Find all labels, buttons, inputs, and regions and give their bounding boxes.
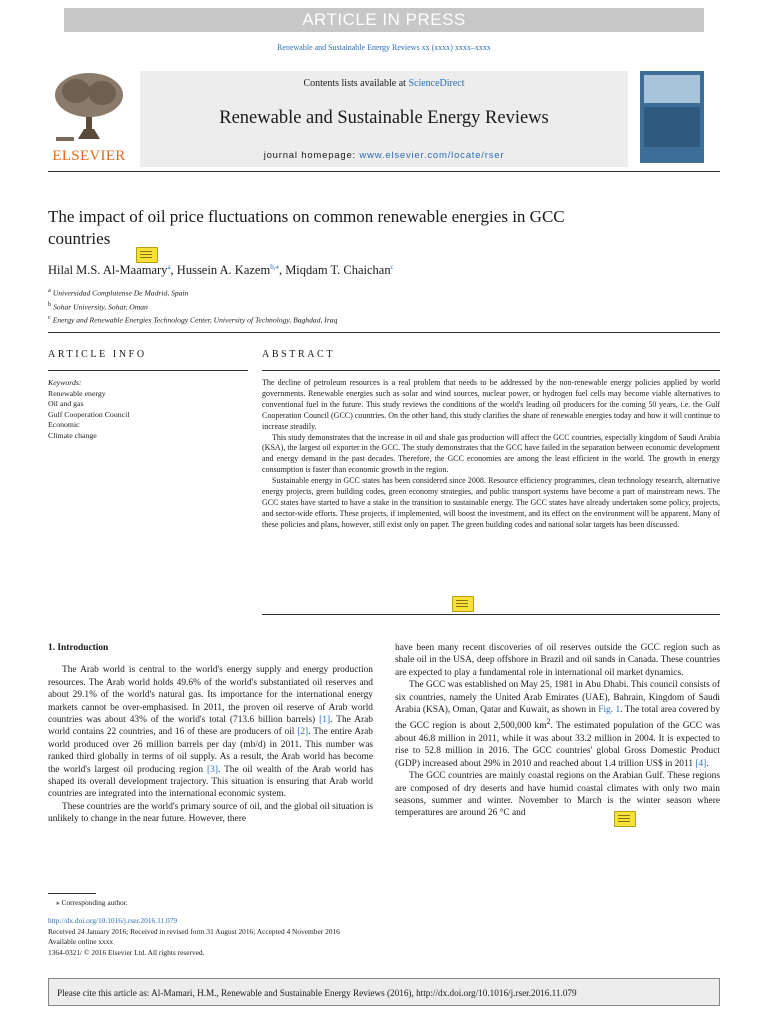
contents-prefix: Contents lists available at [303,78,409,89]
body-paragraph [48,664,373,800]
keyword: Gulf Cooperation Council [48,409,130,419]
article-title [48,206,648,250]
keyword: Climate change [48,430,97,440]
copyright: 1364-0321/ © 2016 Elsevier Ltd. All rights reserved. [48,947,205,957]
body-paragraph: These countries are the world's primary source of oil, and the global oil situation is unlikely to change in the near future. However, there [48,801,373,825]
text-run: . The total area covered by the GCC region is about 2,500,000 km [395,705,721,732]
homepage-link[interactable]: www.elsevier.com/locate/rser [359,150,505,161]
title-line-1: The impact of oil price fluctuations on common renewable energies in GCC [48,207,565,226]
body-left-column [48,642,373,826]
keyword: Oil and gas [48,399,84,408]
affiliation: Energy and Renewable Energies Technology Center, University of Technology, Baghdad, Iraq [52,315,338,325]
footnote-rule [48,893,96,894]
elsevier-wordmark: ELSEVIER [52,148,126,164]
sciencedirect-link[interactable]: ScienceDirect [408,78,465,89]
affil-sup: b [48,300,52,308]
affiliation: Sohar University, Sohar, Oman [53,302,148,312]
received-dates: Received 24 January 2016; Received in revised form 31 August 2016; Accepted 4 November 2016 [48,926,340,936]
section-heading: 1. Introduction [48,643,109,653]
citation-link[interactable]: [2] [297,727,309,738]
article-info-heading: ARTICLE INFO [48,349,147,360]
text-run: . The Arab world contains 22 countries, and 16 of these are producers of oil [48,715,373,738]
keyword: Renewable energy [48,388,106,398]
available-online: Available online xxxx [48,937,114,947]
text-run: . [706,758,709,769]
footnotes [48,898,448,958]
title-line-2: countries [48,229,111,248]
author-name: Hilal M.S. Al-Maamary [48,263,168,278]
journal-homepage [140,150,628,161]
citation-link[interactable]: [4] [695,758,707,769]
citation-link[interactable]: [1] [319,715,331,726]
text-run: . The oil wealth of the Arab world has shaped its overall development trajectory. This situation is ensuring that Arab world countries are integrated into the international economic system. [48,764,373,800]
author-name: Hussein A. Kazem [176,263,271,278]
cite-this-article-box[interactable]: Please cite this article as: Al-Mamari, H.M., Renewable and Sustainable Energy Reviews (2016), http://dx.doi.org/10.1016/j.rser.2016.11.079 [48,978,720,1006]
abstract-heading: ABSTRACT [262,349,336,360]
keywords [48,378,248,441]
body-paragraph: have been many recent discoveries of oil reserves outside the GCC region such as shale oil in the USA, deep offshore in Brazil and oil sands in Canada. These countries are expected to play a fundamental role in international oil market dynamics. [395,643,720,678]
homepage-prefix: journal homepage: [263,150,360,161]
doi-link[interactable]: http://dx.doi.org/10.1016/j.rser.2016.11.079 [48,916,178,926]
contents-line [140,78,628,89]
corresponding-author-note: ⁎ Corresponding author. [56,898,128,907]
author-sup[interactable]: a [167,263,171,271]
body-right-column [395,642,720,820]
author-sup[interactable]: c [390,263,394,271]
abstract-bottom-rule [262,614,720,615]
author-sup[interactable]: b,⁎ [270,263,279,271]
text-run: . The entire Arab world produced over 26 million barrels per day (mb/d) in 2011. This number was ranked third globally in terms of oil supply. As a result, the Arab world has become the world's largest oil producing region [48,727,373,775]
body-paragraph [395,679,720,770]
author-list: Hilal M.S. Al-Maamary$^a$, Hussein A. Kazem$^{b,⁎}$, Miqdam T. Chaichan$^c$ [48,263,394,278]
journal-citation-line[interactable]: Renewable and Sustainable Energy Reviews xx (xxxx) xxxx–xxxx [277,43,491,52]
annotation-note-icon[interactable] [452,596,474,612]
abstract-paragraph: Sustainable energy in GCC states has been considered since 2008. Resource efficiency programmes, clean technology research, alternative energy projects, green building codes, green economy strategies, and public transport systems have become a part of mainstream news. The GCC states have started to have a stake in the transition to sustainable energy. The GCC states have already undertaken some policy, projects, and sector-wide efforts. These projects, if implemented, will boost the investment, and its effect on the environment will be apparent. Many of these policies and plans, however, still exist only on paper. The green building codes and national solar targets has been discussed. [262,476,720,529]
journal-cover-thumbnail[interactable] [640,71,704,163]
annotation-note-icon[interactable] [614,811,636,827]
figure-link[interactable]: Fig. 1 [598,705,621,716]
author-name: Miqdam T. Chaichan [285,263,391,278]
citation-link[interactable]: [3] [207,764,218,775]
annotation-note-icon[interactable] [136,247,158,263]
info-rule [48,370,248,371]
affiliation: Universidad Complutense De Madrid, Spain [52,288,189,298]
affil-sup: a [48,287,51,294]
body-paragraph: The GCC countries are mainly coastal regions on the Arabian Gulf. These regions are composed of dry deserts and have humid coastal climates with only two main seasons, summer and winter. November to March is the winter season where temperatures are around 26 °C and [395,771,720,819]
text-run: The Arab world is central to the world's energy supply and energy production resources. The Arab world holds 49.6% of the world's substantiated oil reserves and about 29.1% of the world's natural gas. Its importance for the international energy markets cannot be over-emphasised. In 2011, the proven oil reserve of Arab world countries was about 43% of the world's total (713.6 billion barrels) [48,665,373,726]
header-rule [48,171,720,172]
keywords-label: Keywords: [48,378,82,387]
keyword: Economic [48,420,80,429]
superscript: 2 [546,717,551,727]
abstract-paragraph: The decline of petroleum resources is a real problem that needs to be addressed by the non-renewable energy policies applied by world governments. Renewable energies such as solar and wind sources, nuclear power, or hydrogen fuel cells may become viable alternatives to conventional fuel in the future. This study reviews the conditions of the world's leading oil producers for the coming 50 years, i.e. the Gulf Cooperation Council (GCC) countries. On the other hand, this study clarifies the share of renewable energies today and how it will continue to increase steadily. [262,378,720,431]
affil-sup: c [48,314,51,322]
text-run: The GCC was established on May 25, 1981 in Abu Dhabi. This council consists of six countries, namely the United Arab Emirates (UAE), Bahrain, Kingdom of Saudi Arabia (KSA), Oman, Qatar and Kuwait, as shown in [395,680,720,716]
journal-title: Renewable and Sustainable Energy Reviews [219,108,549,128]
affil-rule [48,332,720,333]
abstract-text [262,378,720,531]
text-run: . The estimated population of the GCC was about 46.8 million in 2011, while it was about 33.2 million in 2004. It is expected to rise to 52.8 million in 2016. The GCC countries' global Gross Domestic Product (GDP) increased about 29% in 2010 and reached about 1.4 trillion US$ in 2011 [395,721,720,769]
article-in-press-banner: ARTICLE IN PRESS [64,8,704,32]
abstract-paragraph: This study demonstrates that the increase in oil and shale gas production will affect the GCC countries, especially kingdom of Saudi Arabia (KSA), the largest oil exporter in the GCC. The study demonstrates that the GCC have failed in the separation between economic development and energy demand in the past decades. Therefore, the GCC economies are among the least efficient in the world. The growth in energy consumption is faster than economic growth in the region. [262,432,720,475]
abstract-rule [262,370,720,371]
affiliations [48,285,648,326]
